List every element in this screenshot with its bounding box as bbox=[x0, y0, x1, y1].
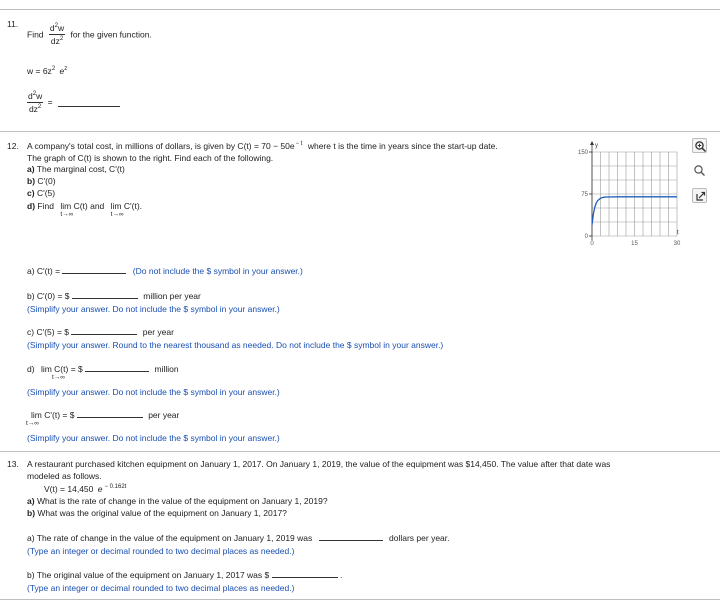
q12-answer-a: a) C'(t) = (Do not include the $ symbol in your answer.) bbox=[27, 266, 303, 276]
q11-answer-row: $\frac{d^2w}{dz^2}$ = bbox=[27, 91, 120, 114]
q13-number: 13. bbox=[7, 459, 19, 469]
popout-button[interactable] bbox=[692, 188, 707, 203]
q12-answer-b-input[interactable] bbox=[72, 290, 138, 299]
y-axis-arrow bbox=[590, 141, 594, 145]
q12-part-c: c) C'(5) bbox=[27, 188, 56, 198]
q13-answer-a-hint: (Type an integer or decimal rounded to two decimal places as needed.) bbox=[27, 546, 295, 556]
q13-answer-b: b) The original value of the equipment on January 1, 2017 was $ . bbox=[27, 570, 343, 580]
q12-answer-e: lim t→∞ C'(t) = $ per year bbox=[26, 410, 180, 427]
q12-part-a: a) The marginal cost, C'(t) bbox=[27, 164, 125, 174]
q12-intro-line2: The graph of C(t) is shown to the right. Find each of the following. bbox=[27, 153, 274, 163]
popout-icon bbox=[693, 189, 708, 204]
q12-answer-d-input[interactable] bbox=[85, 363, 149, 372]
q11-prompt bbox=[27, 23, 152, 46]
q13-model: V(t) = 14,450 e $^{- 0.162t}$ bbox=[44, 484, 127, 494]
q13-part-b: b) What was the original value of the equipment on January 1, 2017? bbox=[27, 508, 287, 518]
y-tick-label: 150 bbox=[577, 150, 588, 157]
q13-answer-b-input[interactable] bbox=[272, 569, 338, 578]
x-tick-label: 0 bbox=[590, 241, 594, 247]
q12-part-d: d) Find lim t→∞ C(t) and lim t→∞ C'(t). bbox=[27, 201, 143, 218]
zoom-out-button[interactable] bbox=[692, 163, 707, 178]
q13-intro-line2: modeled as follows. bbox=[27, 471, 102, 481]
q11-find: Find bbox=[27, 29, 44, 40]
x-axis-label: t bbox=[677, 230, 679, 236]
q12-answer-b-hint: (Simplify your answer. Do not include the $ symbol in your answer.) bbox=[27, 304, 280, 314]
q11-for-text: for the given function. bbox=[70, 29, 152, 40]
q11-answer-input[interactable] bbox=[58, 98, 120, 107]
q13-intro-line1: A restaurant purchased kitchen equipment on January 1, 2017. On January 1, 2019, the value of the equipment was $14,450. The value after that date was bbox=[27, 459, 611, 469]
q13-answer-a-input[interactable] bbox=[319, 532, 383, 541]
y-axis-label: y bbox=[595, 143, 598, 149]
zoom-out-icon bbox=[692, 163, 707, 178]
q12-answer-a-hint: (Do not include the $ symbol in your answer.) bbox=[132, 266, 303, 276]
q12-cost-graph bbox=[572, 140, 682, 250]
q12-answer-c: c) C'(5) = $ per year bbox=[27, 327, 174, 337]
q12-part-b: b) C'(0) bbox=[27, 176, 56, 186]
q12-answer-a-input[interactable] bbox=[62, 265, 126, 274]
x-tick-label: 15 bbox=[631, 241, 638, 247]
q13-answer-b-hint: (Type an integer or decimal rounded to two decimal places as needed.) bbox=[27, 583, 295, 593]
q12-answer-d: d) lim t→∞ C(t) = $ million bbox=[27, 364, 179, 381]
q12-answer-c-hint: (Simplify your answer. Round to the nearest thousand as needed. Do not include the $ symbol in your answer.) bbox=[27, 340, 444, 350]
zoom-in-button[interactable] bbox=[692, 138, 707, 153]
q13-part-a: a) What is the rate of change in the value of the equipment on January 1, 2019? bbox=[27, 496, 328, 506]
q13-answer-a: a) The rate of change in the value of the equipment on January 1, 2019 was dollars per year. bbox=[27, 533, 450, 543]
q12-answer-e-hint: (Simplify your answer. Do not include the $ symbol in your answer.) bbox=[27, 433, 280, 443]
q12-intro-line1: A company's total cost, in millions of dollars, is given by $C(t) = 70 - 50e^{- t}$ where t is the time in years since the start-up date. bbox=[27, 141, 498, 151]
y-tick-label: 0 bbox=[584, 234, 588, 241]
q11-function: $w = 6z^2$ $e^z$ bbox=[27, 66, 68, 76]
q12-answer-d-hint: (Simplify your answer. Do not include the $ symbol in your answer.) bbox=[27, 387, 280, 397]
q12-answer-c-input[interactable] bbox=[71, 326, 137, 335]
q11-answer-fraction: $\frac{d^2w}{dz^2}$ bbox=[28, 90, 43, 114]
q12-answer-b: b) C'(0) = $ million per year bbox=[27, 291, 201, 301]
q11-number: 11. bbox=[7, 19, 19, 29]
q11-derivative-fraction: $\frac{d^2w}{dz^2}$ bbox=[49, 22, 65, 46]
y-tick-label: 75 bbox=[581, 192, 588, 199]
q12-number: 12. bbox=[7, 141, 19, 151]
x-tick-label: 30 bbox=[673, 241, 681, 247]
q12-answer-e-input[interactable] bbox=[77, 409, 143, 418]
zoom-in-icon bbox=[693, 139, 708, 154]
